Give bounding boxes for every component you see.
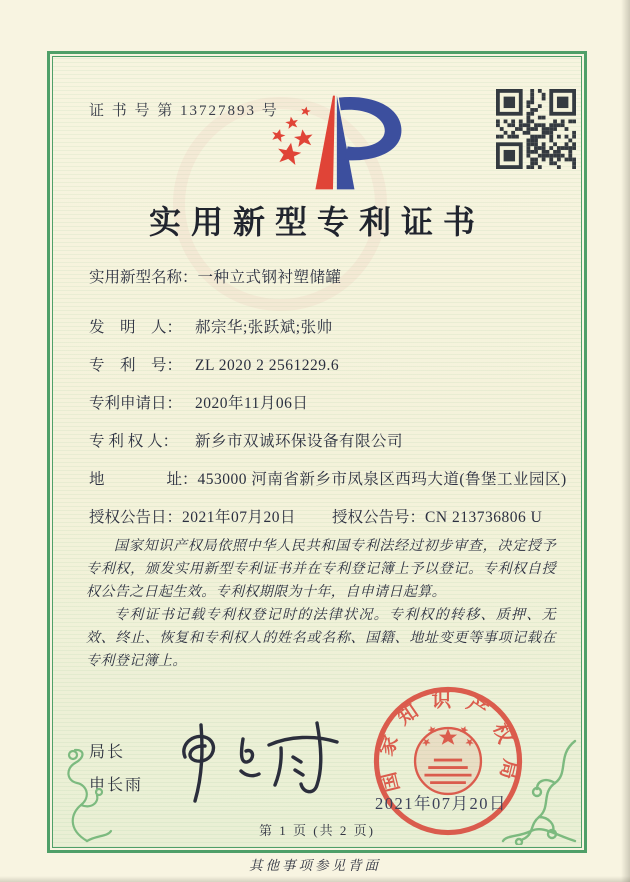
grant-date-label: 授权公告日： <box>89 509 183 526</box>
officer-name: 申长雨 <box>89 777 144 794</box>
certificate-border <box>52 56 582 848</box>
field-row-patent-number <box>89 355 559 377</box>
field-row-filing-date <box>89 393 559 415</box>
grant-number-label: 授权公告号： <box>332 509 426 526</box>
field-row-patentee <box>89 431 559 453</box>
officer-title: 局长 <box>89 744 126 761</box>
field-label: 专 利 权 人： <box>89 433 179 450</box>
field-value: 2020年11月06日 <box>195 395 309 412</box>
certificate-title: 实用新型专利证书 <box>148 204 485 240</box>
field-label: 专利申请日： <box>89 395 183 412</box>
field-value: 453000 河南省新乡市凤泉区西玛大道(鲁堡工业园区) <box>197 471 567 488</box>
body-paragraph: 国家知识产权局依照中华人民共和国专利法经过初步审查，决定授予专利权，颁发实用新型专利证书并在专利登记簿上予以登记。专利权自授权公告之日起生效。专利权期限为十年，自申请日起算。 <box>86 539 556 600</box>
page-number: 第 1 页 (共 2 页) <box>259 823 375 838</box>
field-value: 一种立式钢衬塑储罐 <box>197 269 342 286</box>
field-row-grant <box>89 507 559 529</box>
field-row-address <box>89 469 567 491</box>
certificate-number: 证 书 号 第 13727893 号 <box>89 103 279 119</box>
body-paragraph: 专利证书记载专利权登记时的法律状况。专利权的转移、质押、无效、终止、恢复和专利权人的姓名或名称、国籍、地址变更等事项记载在专利登记簿上。 <box>86 608 556 669</box>
field-row-inventors <box>89 317 559 339</box>
field-label: 地 址： <box>89 471 198 488</box>
back-note: 其他事项参见背面 <box>249 858 381 873</box>
seal-date: 2021年07月20日 <box>375 794 507 813</box>
director-signature-icon <box>165 715 345 810</box>
grant-number-value: CN 213736806 U <box>425 509 543 526</box>
field-value: 新乡市双诚环保设备有限公司 <box>195 433 404 450</box>
grant-date-value: 2021年07月20日 <box>182 509 297 526</box>
field-label: 实用新型名称： <box>89 269 198 286</box>
legal-text <box>86 535 556 673</box>
field-value: 郝宗华;张跃斌;张帅 <box>195 319 333 336</box>
field-label: 专 利 号： <box>89 357 183 374</box>
cnipa-logo-icon <box>249 91 415 195</box>
field-row-name <box>89 267 559 289</box>
field-value: ZL 2020 2 2561229.6 <box>195 357 340 374</box>
field-label: 发 明 人： <box>89 319 183 336</box>
field-list <box>89 267 567 545</box>
seal-text: 国家知识产权局 <box>374 689 522 795</box>
qr-code <box>496 89 576 169</box>
